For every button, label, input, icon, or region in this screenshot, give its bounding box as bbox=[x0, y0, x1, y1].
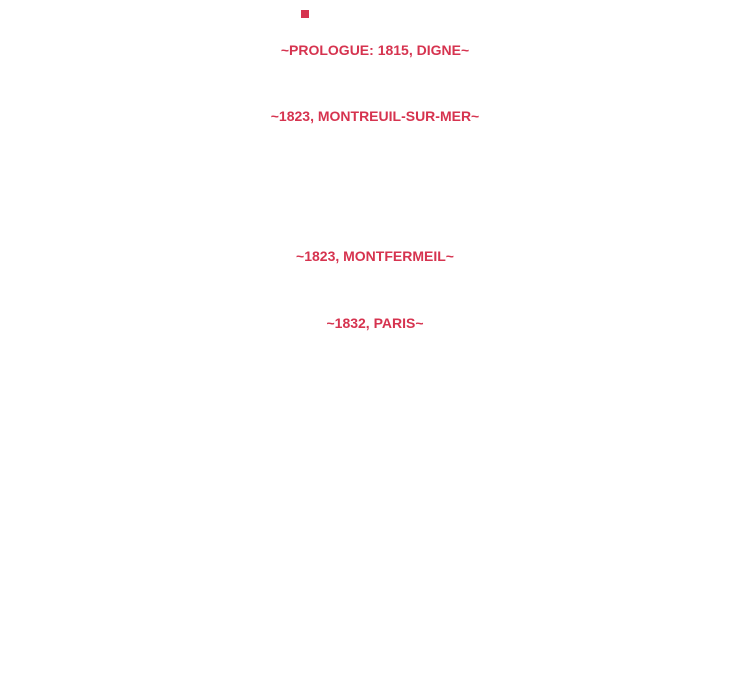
square-bullet-icon bbox=[301, 10, 309, 18]
section-heading-montreuil-sur-mer: ~1823, MONTREUIL-SUR-MER~ bbox=[270, 108, 480, 124]
section-heading-montfermeil: ~1823, MONTFERMEIL~ bbox=[296, 248, 454, 264]
section-heading-prologue-digne: ~PROLOGUE: 1815, DIGNE~ bbox=[280, 42, 470, 58]
section-heading-paris: ~1832, PARIS~ bbox=[326, 315, 424, 331]
